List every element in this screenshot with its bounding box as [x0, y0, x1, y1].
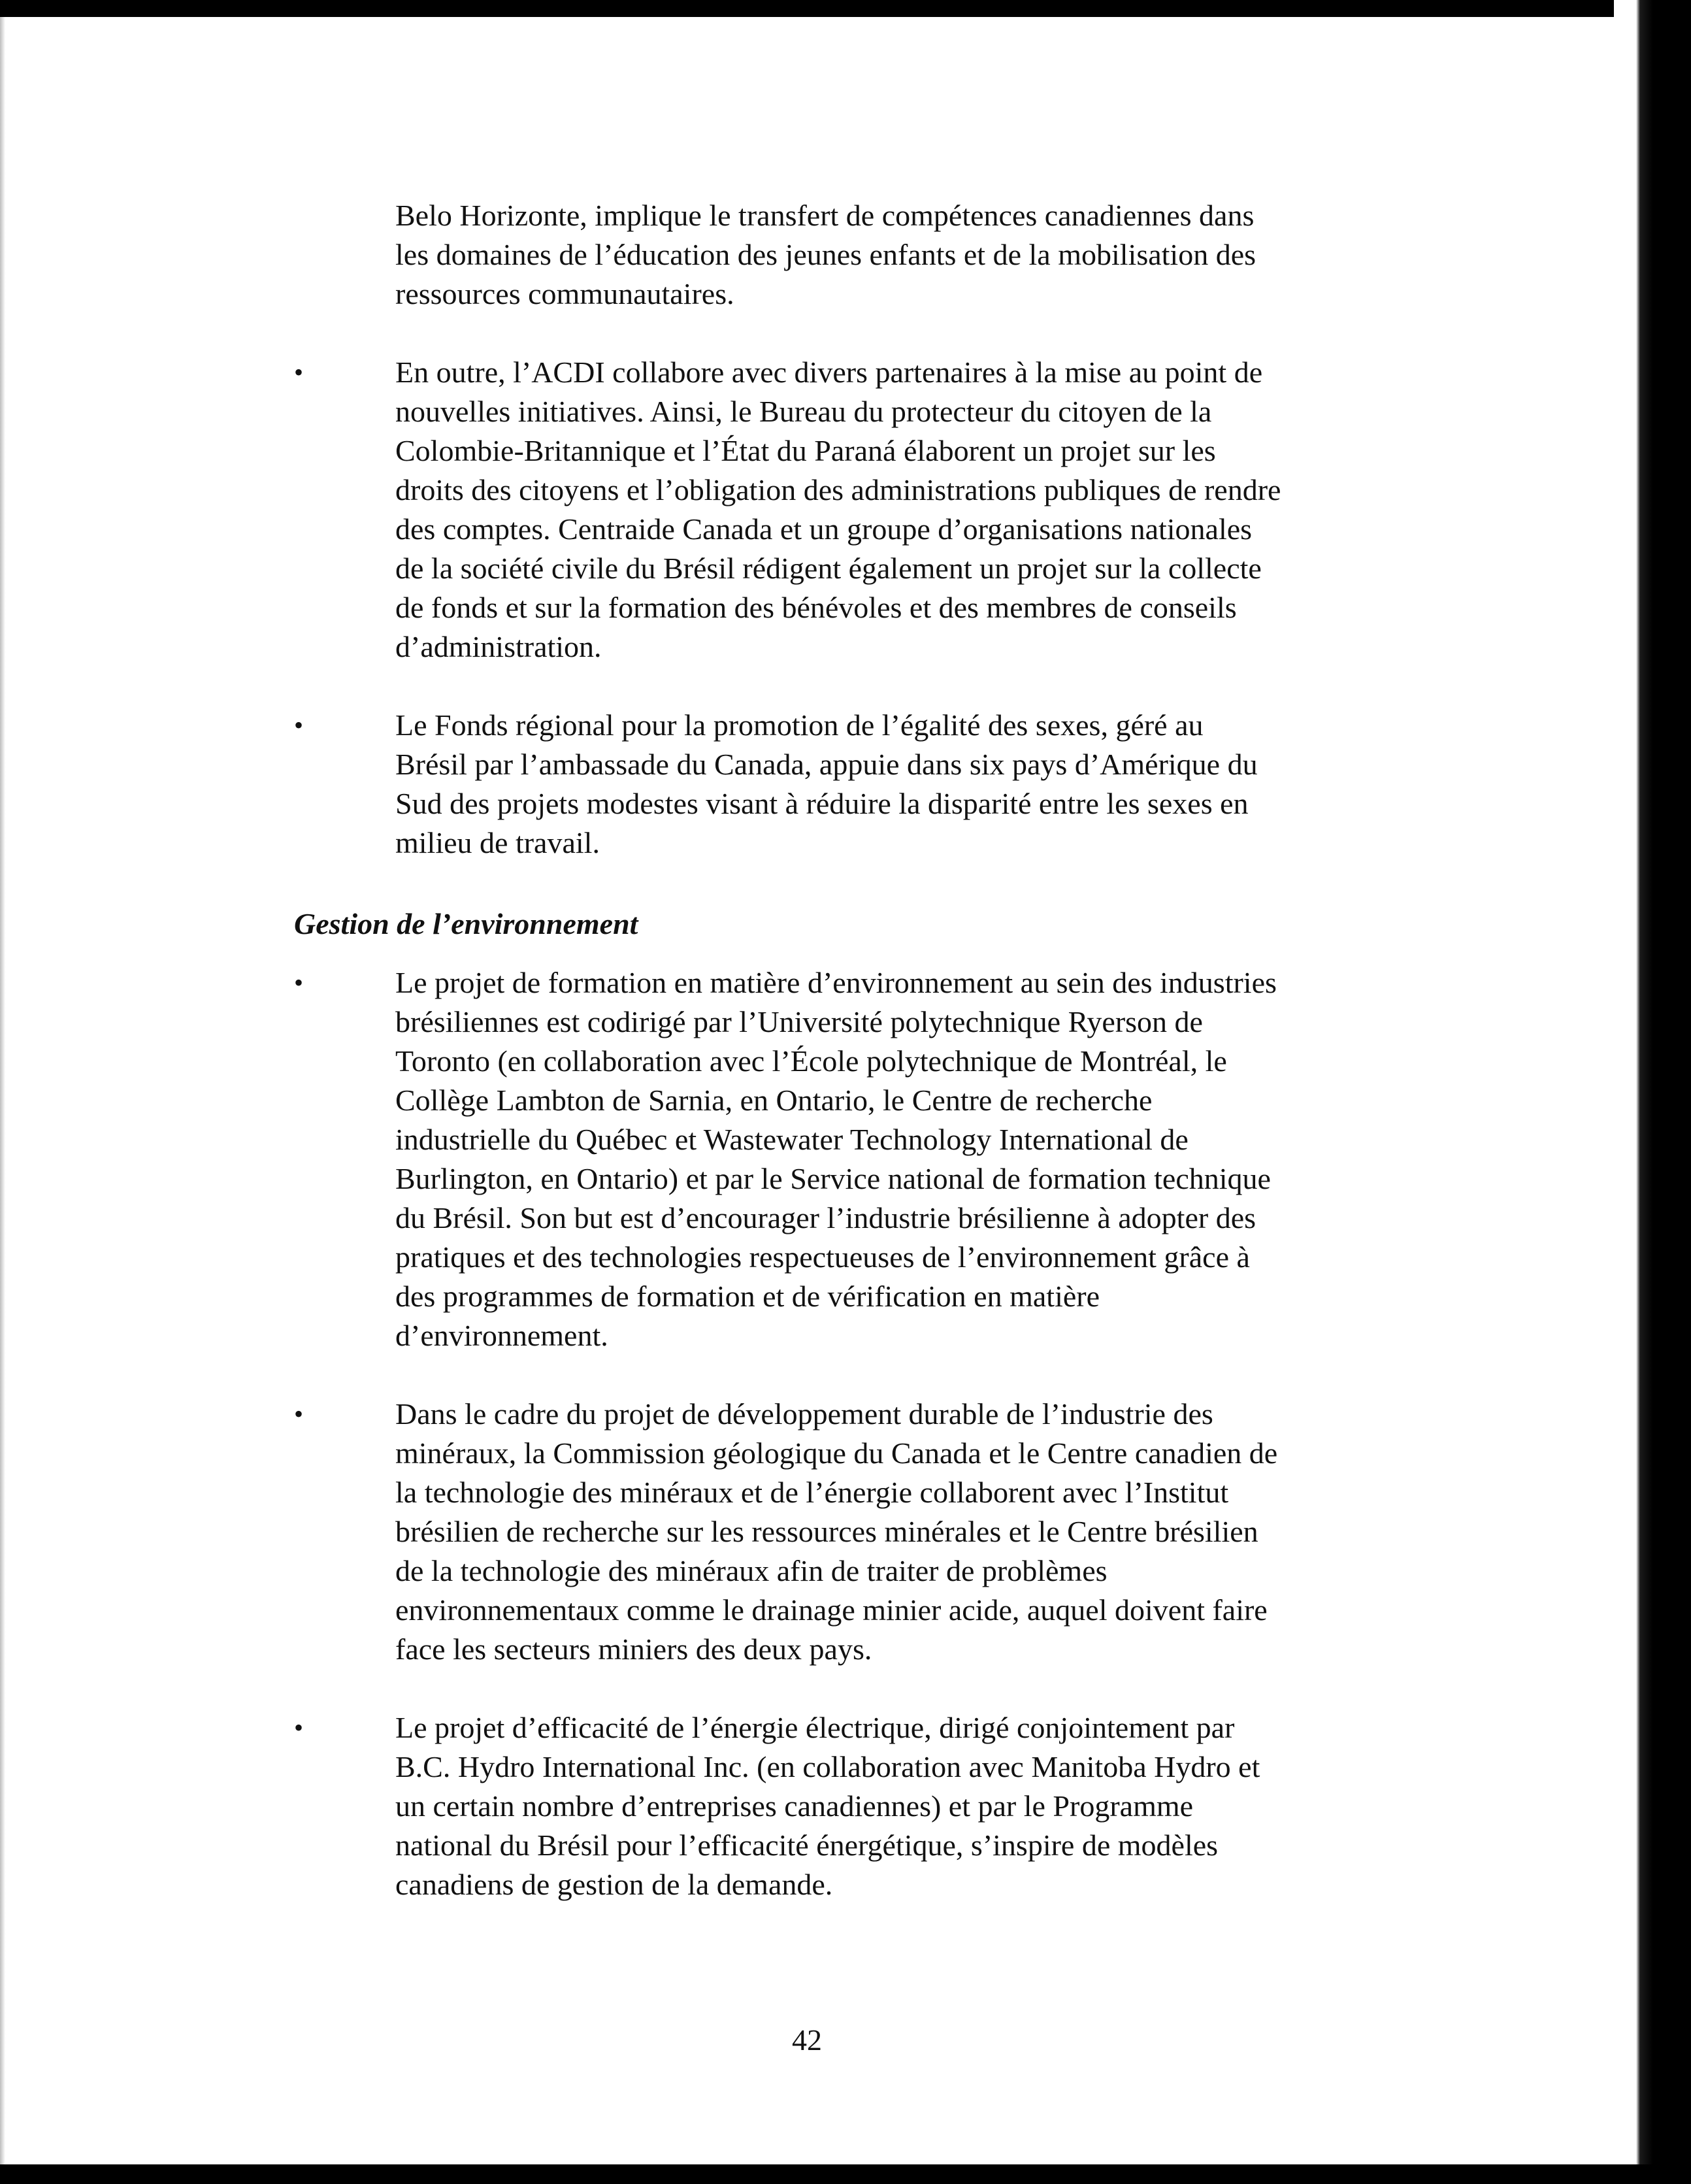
bullet-icon: •: [294, 968, 304, 997]
scan-bottom-edge: [0, 2164, 1691, 2184]
scan-right-edge: [1614, 0, 1691, 2184]
bullet-icon: •: [294, 710, 304, 740]
bullet-icon: •: [294, 1399, 304, 1429]
bullet-icon: •: [294, 357, 304, 387]
scan-top-edge: [0, 0, 1691, 17]
page-number: 42: [792, 2023, 822, 2057]
bullet-icon: •: [294, 1713, 304, 1742]
bullet-item: [294, 1708, 1418, 1904]
bullet-item: [294, 963, 1418, 1355]
bullet-item: [294, 706, 1418, 863]
section-heading: Gestion de l’environnement: [294, 907, 638, 940]
bullet-text: Le projet d’efficacité de l’énergie électrique, dirigé conjointement par B.C. Hydro International Inc. (en collaboration avec Manitoba Hydro et un certain nombre d’entreprises canadiennes) et par le Programme national du Brésil pour l’efficacité énergétique, s’inspire de modèles canadiens de gestion de la demande.: [395, 1711, 1260, 1901]
bullet-text: En outre, l’ACDI collabore avec divers partenaires à la mise au point de nouvelles initiatives. Ainsi, le Bureau du protecteur du citoyen de la Colombie-Britannique et l’État du Paraná élaborent un projet sur les droits des citoyens et l’obligation des administrations publiques de rendre des comptes. Centraide Canada et un groupe d’organisations nationales de la société civile du Brésil rédigent également un projet sur la collecte de fonds et sur la formation des bénévoles et des membres de conseils d’administration.: [395, 356, 1281, 663]
bullet-item: [294, 353, 1418, 667]
paragraph-text: Belo Horizonte, implique le transfert de compétences canadiennes dans les domaines de l’éducation des jeunes enfants et de la mobilisation des ressources communautaires.: [395, 199, 1256, 310]
bullet-text: Le projet de formation en matière d’environnement au sein des industries brésiliennes est codirigé par l’Université polytechnique Ryerson de Toronto (en collaboration avec l’École polytechnique de Montréal, le Collège Lambton de Sarnia, en Ontario, le Centre de recherche industrielle du Québec et Wastewater Technology International de Burlington, en Ontario) et par le Service national de formation technique du Brésil. Son but est d’encourager l’industrie brésilienne à adopter des pratiques et des technologies respectueuses de l’environnement grâce à des programmes de formation et de vérification en matière d’environnement.: [395, 966, 1277, 1352]
bullet-text: Dans le cadre du projet de développement durable de l’industrie des minéraux, la Commission géologique du Canada et le Centre canadien de la technologie des minéraux et de l’énergie collaborent avec l’Institut brésilien de recherche sur les ressources minérales et le Centre brésilien de la technologie des minéraux afin de traiter de problèmes environnementaux comme le drainage minier acide, auquel doivent faire face les secteurs miniers des deux pays.: [395, 1397, 1278, 1666]
bullet-text: Le Fonds régional pour la promotion de l’égalité des sexes, géré au Brésil par l’ambassade du Canada, appuie dans six pays d’Amérique du Sud des projets modestes visant à réduire la disparité entre les sexes en milieu de travail.: [395, 708, 1258, 859]
page-body: [294, 196, 1418, 1944]
bullet-item: [294, 1395, 1418, 1669]
scan-left-edge: [0, 17, 5, 2167]
continuation-paragraph: [294, 196, 1418, 314]
